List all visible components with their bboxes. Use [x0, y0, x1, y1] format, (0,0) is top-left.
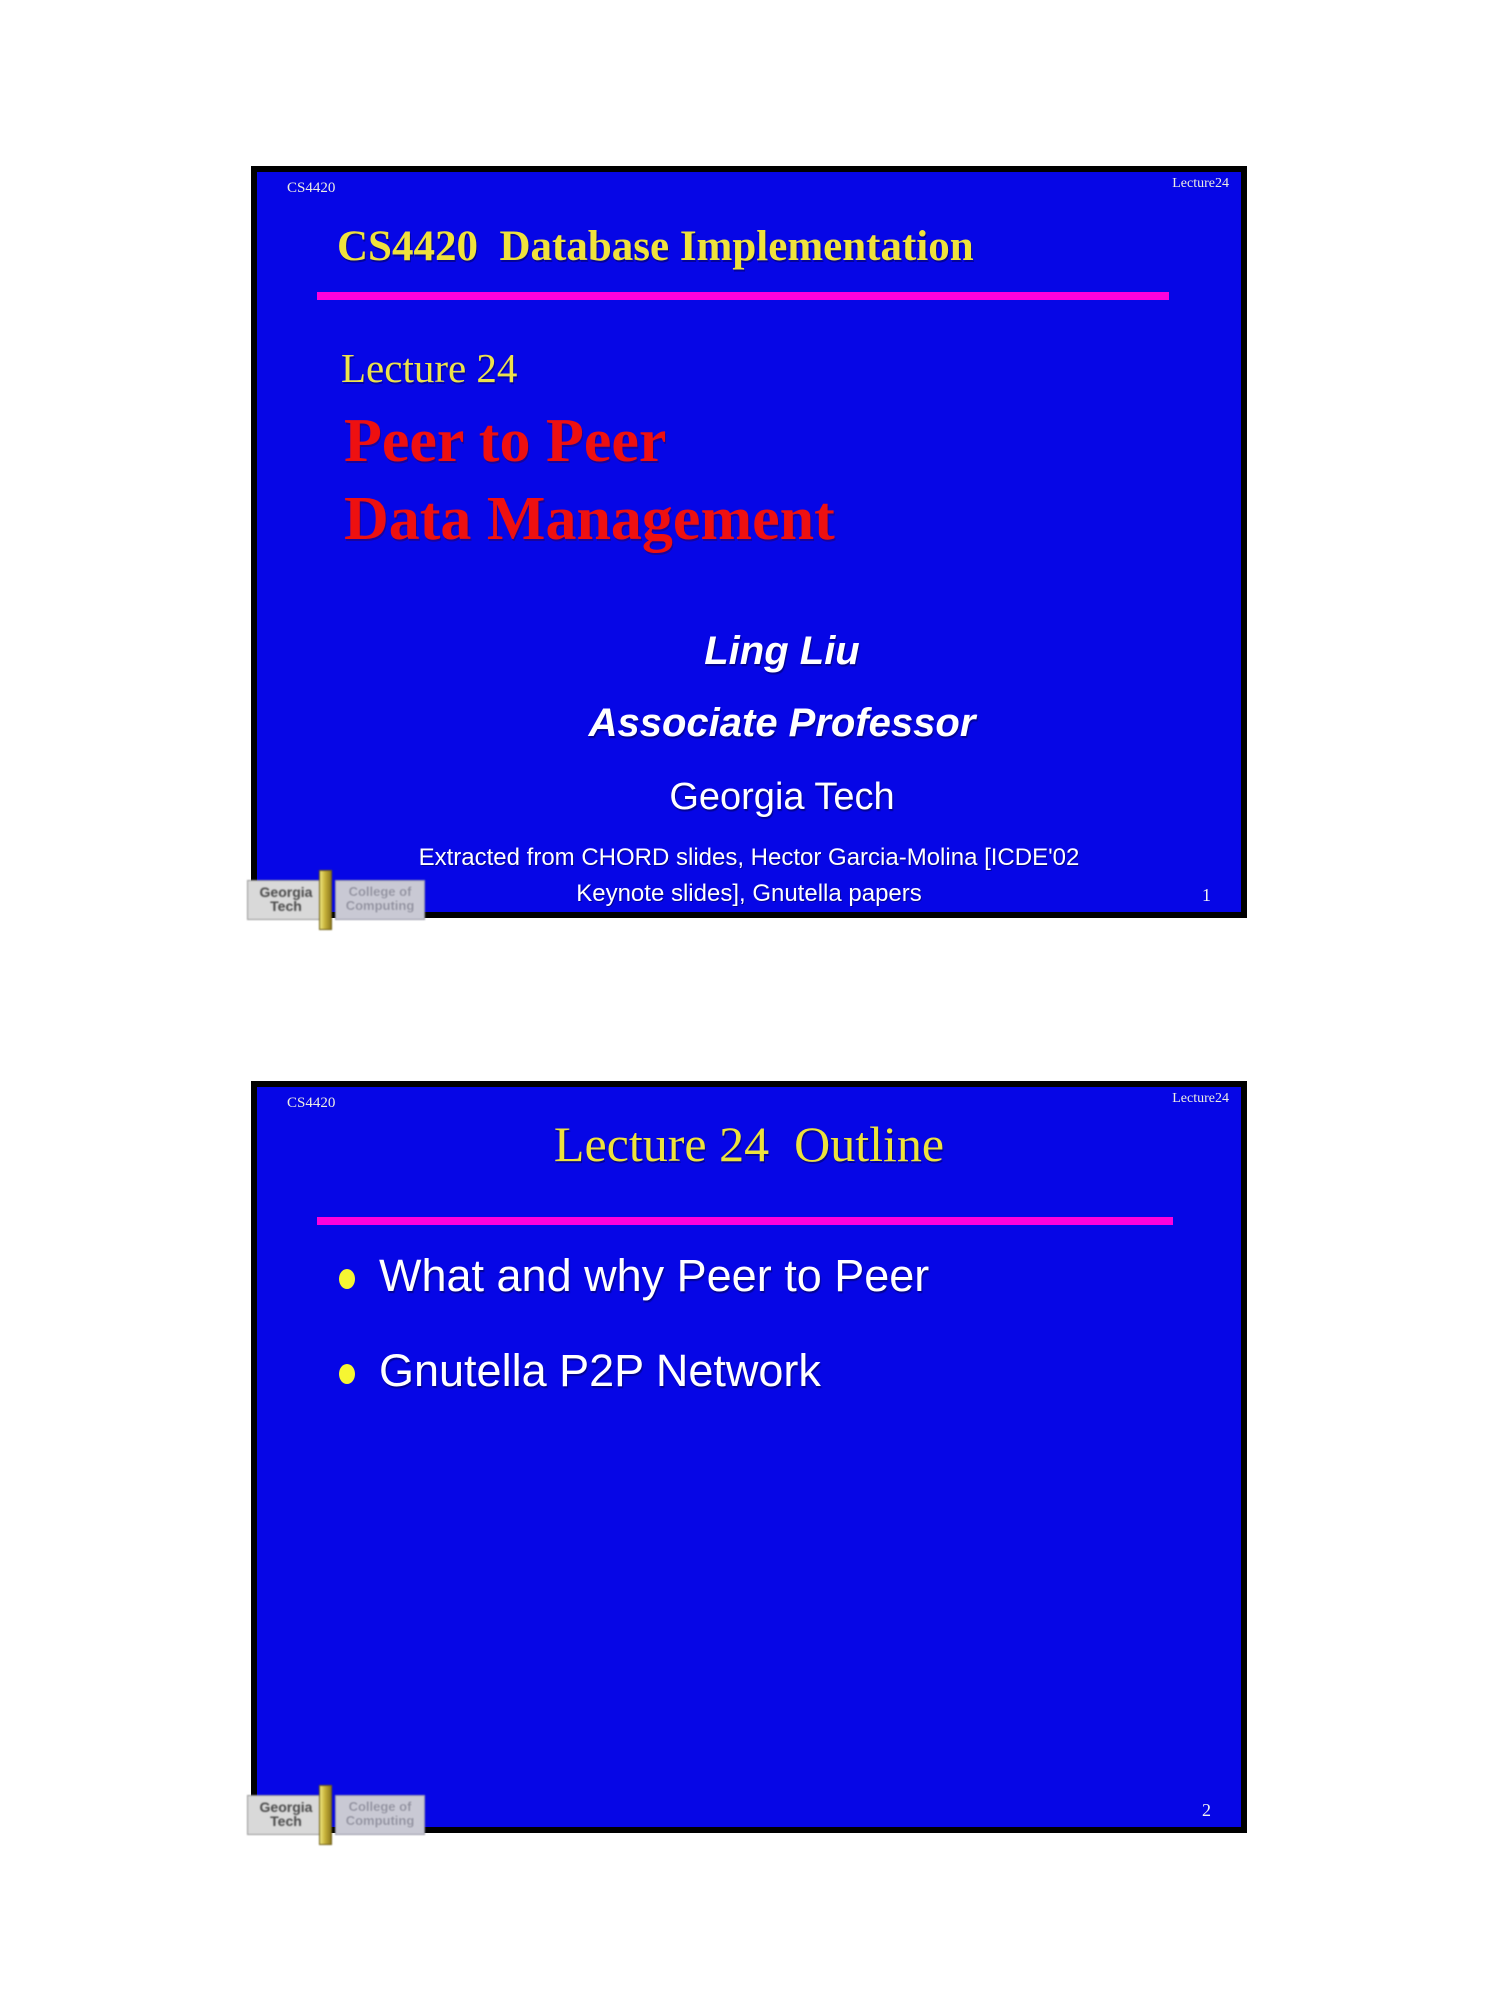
logo-text-tech: Tech	[270, 898, 302, 914]
slide-1	[251, 166, 1247, 918]
georgia-tech-tower-icon	[319, 1785, 332, 1845]
slide1-header-lecture-label: Lecture24	[1172, 176, 1229, 191]
attribution-line2: Keynote slides], Gnutella papers	[576, 880, 922, 907]
slide1-main-heading-line1: Peer to Peer	[344, 407, 667, 475]
slide2-header-lecture-label: Lecture24	[1172, 1091, 1229, 1106]
logo-text-georgia: Georgia	[259, 884, 313, 900]
slide2-title-underline	[317, 1217, 1173, 1225]
list-item	[339, 1247, 1211, 1305]
outline-bullet-list	[339, 1247, 1211, 1437]
logo-text-tech: Tech	[270, 1813, 302, 1829]
georgia-tech-logo-wordmark	[247, 880, 325, 920]
slide1-lecture-number: Lecture 24	[341, 345, 518, 391]
georgia-tech-logo	[247, 1787, 425, 1843]
slide2-page-number: 2	[1202, 1800, 1211, 1820]
list-item	[339, 1342, 1211, 1400]
bullet-icon	[339, 1364, 355, 1384]
logo-text-college-of: College of	[348, 884, 412, 899]
slide1-header-course-code: CS4420	[287, 180, 336, 196]
georgia-tech-logo-wordmark	[247, 1795, 325, 1835]
college-of-computing-label	[335, 1795, 425, 1835]
logo-text-computing: Computing	[345, 898, 415, 913]
slide2-title: Lecture 24 Outline	[553, 1116, 945, 1172]
logo-text-computing: Computing	[345, 1813, 415, 1828]
bullet-text: What and why Peer to Peer	[379, 1250, 930, 1301]
logo-text-college-of: College of	[348, 1799, 412, 1814]
author-affiliation: Georgia Tech	[669, 776, 895, 818]
slide1-course-title: CS4420 Database Implementation	[337, 223, 974, 270]
georgia-tech-logo	[247, 872, 425, 928]
slide1-main-heading-line2: Data Management	[344, 485, 835, 553]
author-name: Ling Liu	[704, 629, 860, 673]
slide1-title-underline	[317, 292, 1169, 300]
college-of-computing-label	[335, 880, 425, 920]
slide-2	[251, 1081, 1247, 1833]
bullet-icon	[339, 1269, 355, 1289]
georgia-tech-tower-icon	[319, 870, 332, 930]
slide2-header-course-code: CS4420	[287, 1095, 336, 1111]
attribution-line1: Extracted from CHORD slides, Hector Garcia-Molina [ICDE'02	[418, 844, 1080, 871]
slide1-author-block	[323, 615, 1241, 835]
author-title: Associate Professor	[588, 701, 976, 745]
bullet-text: Gnutella P2P Network	[379, 1345, 821, 1396]
logo-text-georgia: Georgia	[259, 1799, 313, 1815]
slide1-page-number: 1	[1202, 885, 1211, 905]
